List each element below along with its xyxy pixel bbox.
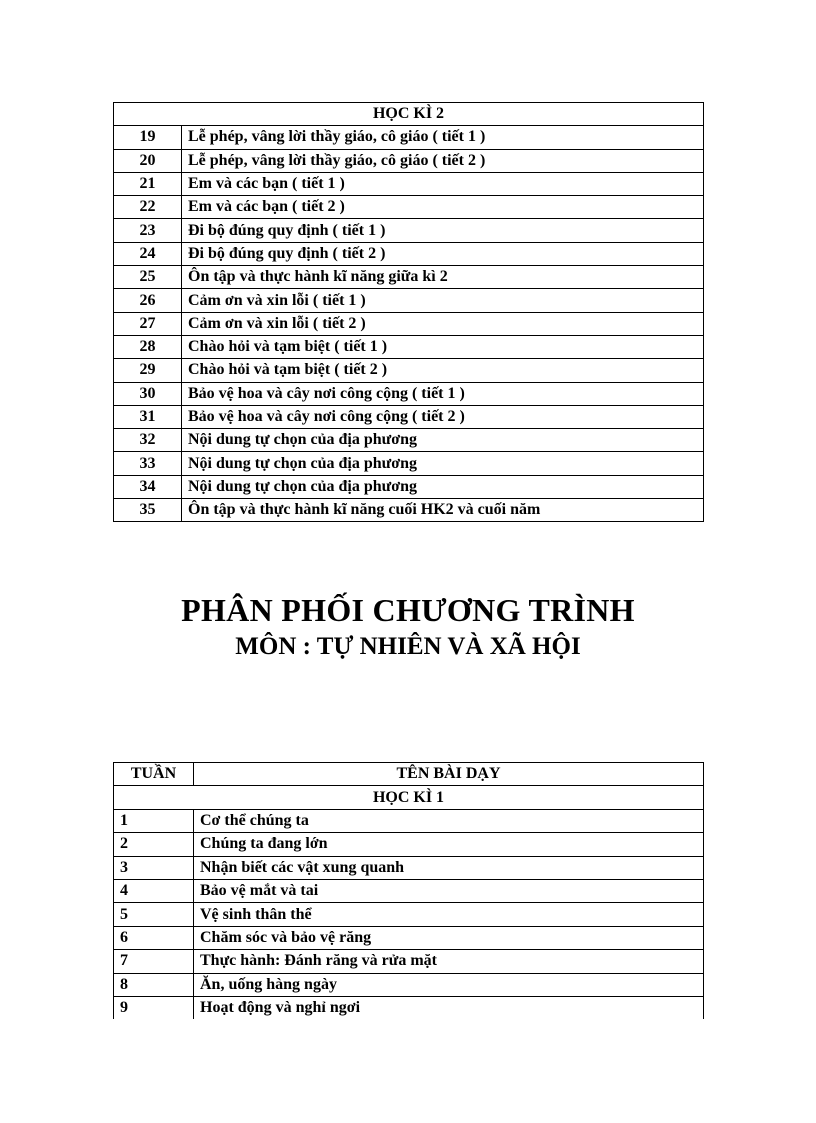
lesson-title-cell: Đi bộ đúng quy định ( tiết 1 ) [182, 219, 704, 242]
lesson-title-cell: Nội dung tự chọn của địa phương [182, 475, 704, 498]
lesson-title-cell: Nội dung tự chọn của địa phương [182, 429, 704, 452]
week-number-cell: 30 [114, 382, 182, 405]
lesson-title-cell: Lễ phép, vâng lời thầy giáo, cô giáo ( tiết 1 ) [182, 126, 704, 149]
week-number-cell: 7 [114, 950, 194, 973]
lesson-title-cell: Ăn, uống hàng ngày [194, 973, 704, 996]
week-number-cell: 29 [114, 359, 182, 382]
page-subtitle: MÔN : TỰ NHIÊN VÀ XÃ HỘI [235, 633, 581, 660]
table-row [114, 126, 704, 149]
table-row [114, 266, 704, 289]
week-number-cell: 9 [114, 996, 194, 1019]
table-row [114, 172, 704, 195]
week-number-cell: 24 [114, 242, 182, 265]
week-number-cell: 32 [114, 429, 182, 452]
table-row [114, 242, 704, 265]
week-number-cell: 20 [114, 149, 182, 172]
week-number-cell: 26 [114, 289, 182, 312]
week-number-cell: 33 [114, 452, 182, 475]
lesson-table-tnxh [113, 762, 704, 1019]
lesson-title-cell: Em và các bạn ( tiết 2 ) [182, 196, 704, 219]
week-number-cell: 3 [114, 856, 194, 879]
table-row [114, 312, 704, 335]
table-row [114, 499, 704, 522]
table-row [114, 149, 704, 172]
table-header-row [114, 763, 704, 786]
lesson-title-cell: Đi bộ đúng quy định ( tiết 2 ) [182, 242, 704, 265]
table-row [114, 429, 704, 452]
lesson-title-cell: Cảm ơn và xin lỗi ( tiết 1 ) [182, 289, 704, 312]
table-row [114, 809, 704, 832]
table-row [114, 219, 704, 242]
lesson-title-cell: Chào hỏi và tạm biệt ( tiết 1 ) [182, 335, 704, 358]
week-number-cell: 2 [114, 833, 194, 856]
table-row [114, 452, 704, 475]
week-number-cell: 22 [114, 196, 182, 219]
section-header-hk1: HỌC KÌ 1 [114, 786, 704, 809]
table-row [114, 359, 704, 382]
week-number-cell: 8 [114, 973, 194, 996]
week-number-cell: 19 [114, 126, 182, 149]
lesson-title-cell: Chúng ta đang lớn [194, 833, 704, 856]
column-header-lesson: TÊN BÀI DẠY [194, 763, 704, 786]
lesson-title-cell: Nội dung tự chọn của địa phương [182, 452, 704, 475]
lesson-title-cell: Hoạt động và nghỉ ngơi [194, 996, 704, 1019]
lesson-title-cell: Chăm sóc và bảo vệ răng [194, 926, 704, 949]
week-number-cell: 6 [114, 926, 194, 949]
lesson-title-cell: Cảm ơn và xin lỗi ( tiết 2 ) [182, 312, 704, 335]
week-number-cell: 5 [114, 903, 194, 926]
table-row [114, 289, 704, 312]
lesson-title-cell: Thực hành: Đánh răng và rửa mặt [194, 950, 704, 973]
lesson-title-cell: Em và các bạn ( tiết 1 ) [182, 172, 704, 195]
week-number-cell: 23 [114, 219, 182, 242]
table-row [114, 475, 704, 498]
lesson-title-cell: Ôn tập và thực hành kĩ năng cuối HK2 và cuối năm [182, 499, 704, 522]
week-number-cell: 34 [114, 475, 182, 498]
lesson-title-cell: Bảo vệ mắt và tai [194, 879, 704, 902]
week-number-cell: 25 [114, 266, 182, 289]
lesson-table-hk2 [113, 102, 704, 522]
lesson-title-cell: Bảo vệ hoa và cây nơi công cộng ( tiết 1 ) [182, 382, 704, 405]
table-row [114, 950, 704, 973]
lesson-title-cell: Chào hỏi và tạm biệt ( tiết 2 ) [182, 359, 704, 382]
table-row [114, 196, 704, 219]
week-number-cell: 27 [114, 312, 182, 335]
section-header-row [114, 786, 704, 809]
week-number-cell: 35 [114, 499, 182, 522]
table-row [114, 973, 704, 996]
table-row [114, 405, 704, 428]
week-number-cell: 1 [114, 809, 194, 832]
lesson-title-cell: Vệ sinh thân thể [194, 903, 704, 926]
lesson-title-cell: Cơ thể chúng ta [194, 809, 704, 832]
table-row [114, 926, 704, 949]
column-header-week: TUẦN [114, 763, 194, 786]
section-header-hk2: HỌC KÌ 2 [114, 103, 704, 126]
week-number-cell: 4 [114, 879, 194, 902]
lesson-title-cell: Bảo vệ hoa và cây nơi công cộng ( tiết 2 ) [182, 405, 704, 428]
section-header-row [114, 103, 704, 126]
table-row [114, 856, 704, 879]
table-row [114, 996, 704, 1019]
lesson-title-cell: Nhận biết các vật xung quanh [194, 856, 704, 879]
lesson-title-cell: Lễ phép, vâng lời thầy giáo, cô giáo ( tiết 2 ) [182, 149, 704, 172]
week-number-cell: 31 [114, 405, 182, 428]
table-row [114, 382, 704, 405]
week-number-cell: 28 [114, 335, 182, 358]
table-row [114, 833, 704, 856]
table-row [114, 879, 704, 902]
lesson-title-cell: Ôn tập và thực hành kĩ năng giữa kì 2 [182, 266, 704, 289]
page-title: PHÂN PHỐI CHƯƠNG TRÌNH [181, 592, 635, 628]
week-number-cell: 21 [114, 172, 182, 195]
table-row [114, 903, 704, 926]
table-row [114, 335, 704, 358]
